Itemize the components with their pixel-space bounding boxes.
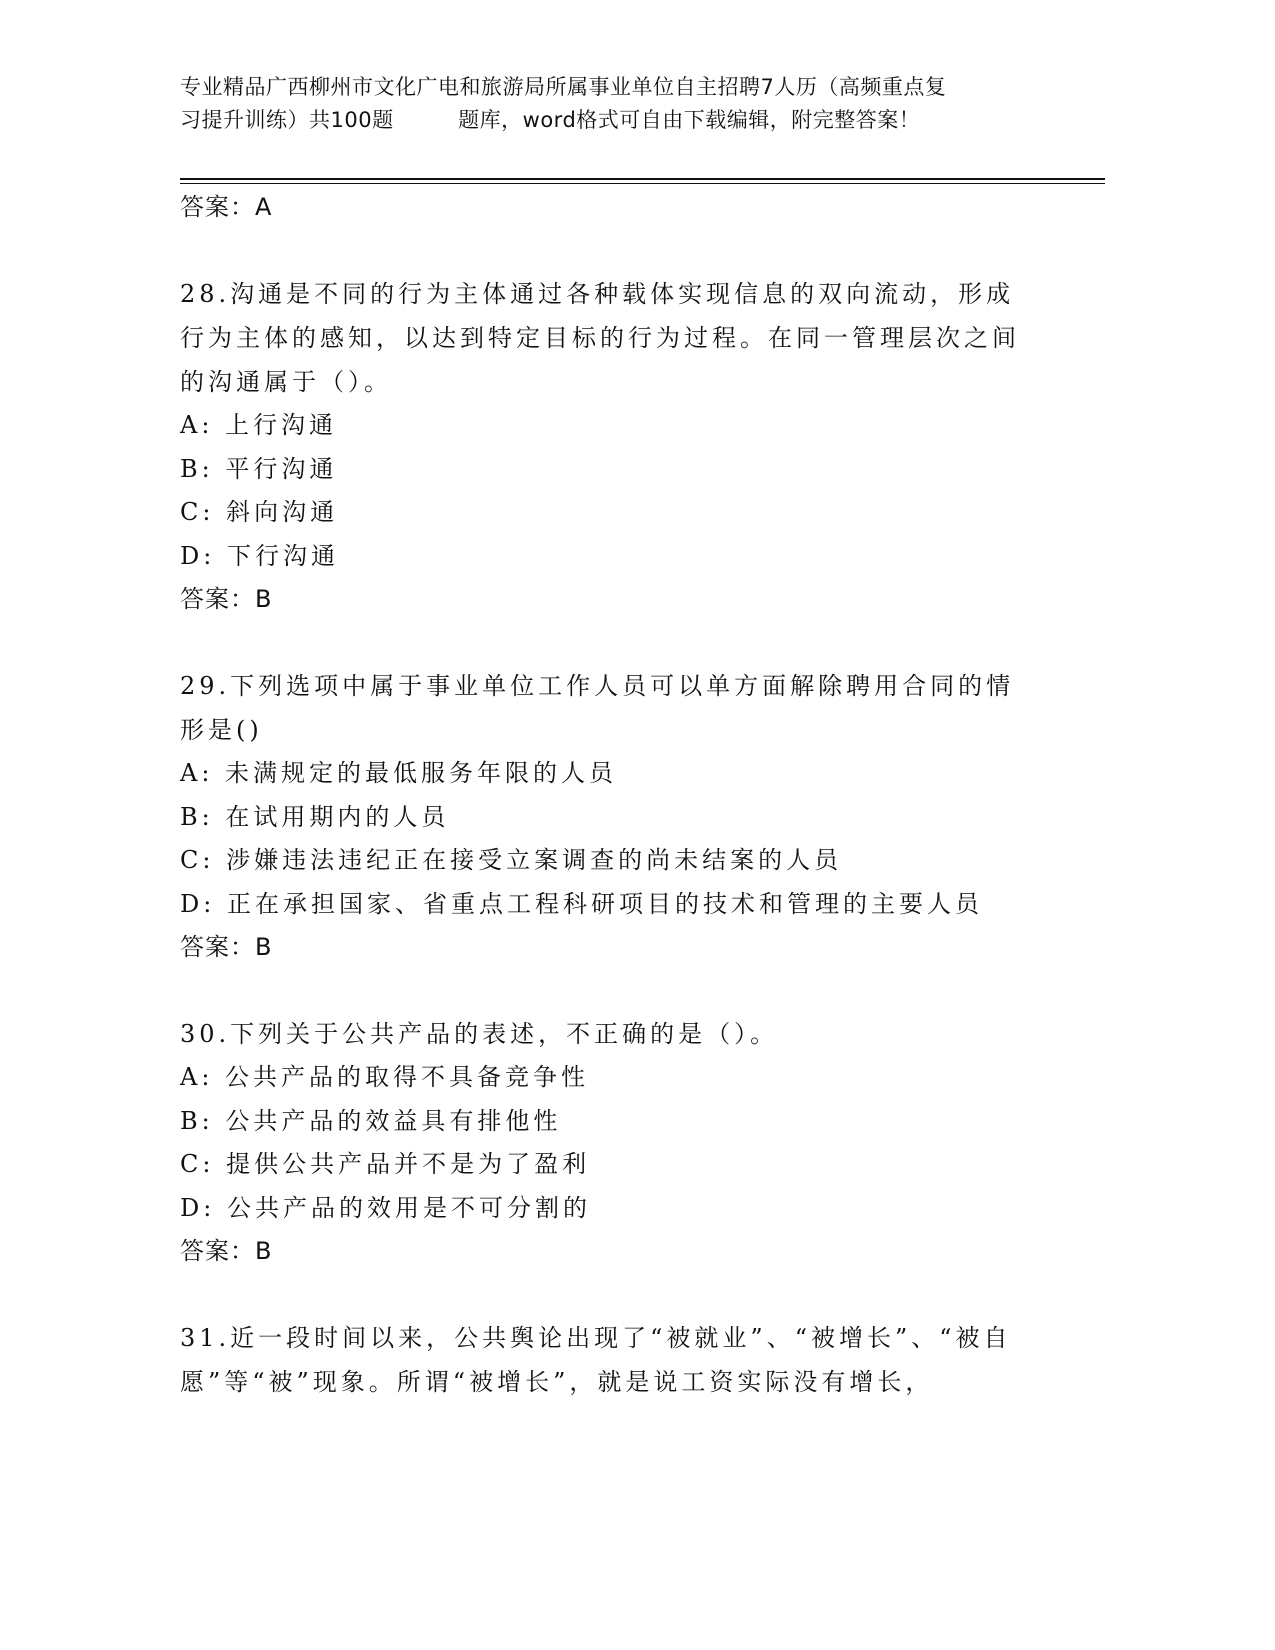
- question-block: [180, 1012, 1105, 1273]
- option-d: D: 下行沟通: [180, 541, 339, 570]
- header-title-line-2: 习提升训练）共100题 题库，word格式可自由下载编辑，附完整答案！: [180, 108, 921, 132]
- option-b: B: 在试用期内的人员: [180, 802, 450, 831]
- header-divider-thick: [180, 178, 1105, 180]
- option-a: A: 公共产品的取得不具备竞争性: [180, 1063, 590, 1091]
- answer-line: 答案：A: [180, 193, 273, 221]
- question-block: [180, 272, 1105, 621]
- question-text: 31.近一段时间以来，公共舆论出现了“被就业”、“被增长”、“被自愿”等“被”现象。所谓“被增长”，就是说工资实际没有增长，: [180, 1324, 1012, 1396]
- answer-line: 答案：B: [180, 933, 273, 961]
- option-c: C: 涉嫌违法违纪正在接受立案调查的尚未结案的人员: [180, 846, 843, 874]
- page-header: [180, 71, 1080, 137]
- question-text: 30.下列关于公共产品的表述，不正确的是（）。: [180, 1020, 779, 1048]
- option-c: C: 提供公共产品并不是为了盈利: [180, 1150, 591, 1178]
- option-a: A: 未满规定的最低服务年限的人员: [180, 759, 618, 787]
- option-c: C: 斜向沟通: [180, 498, 339, 526]
- question-block: [180, 664, 1105, 969]
- option-b: B: 公共产品的效益具有排他性: [180, 1106, 562, 1135]
- question-list: [180, 186, 1105, 1404]
- option-d: D: 正在承担国家、省重点工程科研项目的技术和管理的主要人员: [180, 889, 983, 918]
- question-block: [180, 1316, 1105, 1404]
- option-d: D: 公共产品的效用是不可分割的: [180, 1193, 591, 1222]
- question-text: 28.沟通是不同的行为主体通过各种载体实现信息的双向流动，形成行为主体的感知，以达到特定目标的行为过程。在同一管理层次之间的沟通属于（）。: [180, 280, 1020, 396]
- option-b: B: 平行沟通: [180, 454, 338, 483]
- answer-line: 答案：B: [180, 585, 273, 613]
- option-a: A: 上行沟通: [180, 411, 338, 439]
- header-title-line-1: 专业精品广西柳州市文化广电和旅游局所属事业单位自主招聘7人历（高频重点复: [180, 75, 947, 99]
- question-text: 29.下列选项中属于事业单位工作人员可以单方面解除聘用合同的情形是(): [180, 672, 1015, 744]
- answer-line: 答案：B: [180, 1237, 273, 1265]
- header-divider-thin: [180, 183, 1105, 184]
